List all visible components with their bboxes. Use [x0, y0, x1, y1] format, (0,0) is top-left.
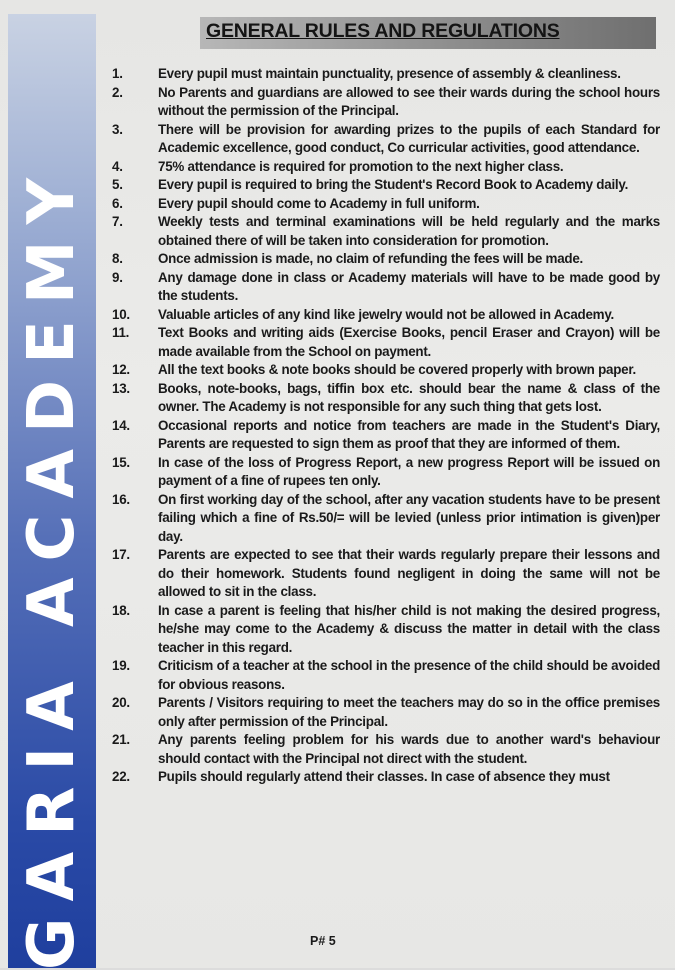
rule-item: [112, 269, 660, 306]
rule-item: [112, 731, 660, 768]
rule-text: Any parents feeling problem for his wards due to another ward's behaviour should contact with the Principal not direct with the student.: [158, 732, 660, 766]
rule-text: 75% attendance is required for promotion to the next higher class.: [158, 158, 564, 174]
rule-number: 5.: [112, 177, 123, 192]
rule-item: [112, 324, 660, 361]
rule-text: Every pupil is required to bring the Student's Record Book to Academy daily.: [158, 177, 629, 192]
rule-number: 12.: [112, 362, 130, 377]
rule-item: [112, 195, 660, 214]
rule-text: No Parents and guardians are allowed to see their wards during the school hours without the permission of the Principal.: [158, 84, 660, 118]
rule-number: 11.: [112, 325, 130, 340]
rule-item: [112, 491, 660, 547]
rule-text: All the text books & note books should be covered properly with brown paper.: [158, 362, 637, 377]
rule-text: Parents / Visitors requiring to meet the teachers may do so in the office premises only after permission of the Principal.: [158, 695, 660, 729]
rule-text: Valuable articles of any kind like jewelry would not be allowed in Academy.: [158, 306, 615, 322]
rule-text: Occasional reports and notice from teachers are made in the Student's Diary, Parents are requested to sign them as proof that they are informed of them.: [158, 417, 660, 451]
rule-number: 10.: [112, 306, 130, 322]
rule-item: [112, 250, 660, 269]
rule-number: 14.: [112, 417, 130, 433]
rule-item: [112, 380, 660, 417]
rule-text: Pupils should regularly attend their classes. In case of absence they must: [158, 769, 610, 784]
rule-text: Every pupil must maintain punctuality, presence of assembly & cleanliness.: [158, 66, 621, 81]
rule-text: Weekly tests and terminal examinations will be held regularly and the marks obtained there of will be taken into consideration for promotion.: [158, 214, 660, 248]
rule-number: 13.: [112, 380, 130, 396]
rule-item: [112, 694, 660, 731]
rule-text: Books, note-books, bags, tiffin box etc. should bear the name & class of the owner. The Academy is not responsible for any such thing that gets lost.: [158, 380, 660, 414]
rule-number: 3.: [112, 121, 123, 137]
rule-item: [112, 361, 660, 380]
rule-item: [112, 602, 660, 658]
rule-number: 2.: [112, 84, 123, 100]
rule-text: Parents are expected to see that their wards regularly prepare their lessons and do their homework. Students found negligent in doing the same will not be allowed to sit in the class.: [158, 547, 660, 599]
rule-number: 8.: [112, 251, 123, 266]
rule-item: [112, 417, 660, 454]
rule-text: On first working day of the school, after any vacation students have to be present failing which a fine of Rs.50/= will be levied (unless prior intimation is given)per day.: [158, 491, 660, 544]
rule-item: [112, 768, 660, 787]
rule-item: [112, 84, 660, 121]
page-title: GENERAL RULES AND REGULATIONS: [206, 20, 560, 42]
rule-text: Once admission is made, no claim of refunding the fees will be made.: [158, 251, 583, 266]
rule-number: 9.: [112, 269, 123, 285]
rule-number: 18.: [112, 602, 130, 618]
rule-item: [112, 158, 660, 177]
rule-number: 1.: [112, 66, 123, 81]
rule-text: In case a parent is feeling that his/her child is not making the desired progress, he/she may come to the Academy & discuss the matter in detail with the class teacher in this regard.: [158, 602, 660, 655]
rule-text: Text Books and writing aids (Exercise Books, pencil Eraser and Crayon) will be made available from the School on payment.: [158, 325, 660, 359]
sidebar-brand-text: GARIA ACADEMY: [15, 162, 89, 970]
page-number: P# 5: [310, 934, 336, 948]
rule-item: [112, 121, 660, 158]
rule-number: 16.: [112, 491, 130, 507]
rules-list: [112, 65, 660, 787]
rule-number: 15.: [112, 454, 130, 470]
rule-text: Every pupil should come to Academy in full uniform.: [158, 195, 480, 211]
rule-text: In case of the loss of Progress Report, a new progress Report will be issued on payment of a fine of rupees ten only.: [158, 454, 660, 488]
rule-item: [112, 213, 660, 250]
rule-item: [112, 65, 660, 84]
rule-text: Any damage done in class or Academy materials will have to be made good by the students.: [158, 269, 660, 303]
sidebar-brand: [8, 14, 96, 968]
rule-item: [112, 454, 660, 491]
rule-item: [112, 306, 660, 325]
rule-number: 19.: [112, 658, 130, 673]
rule-number: 20.: [112, 695, 130, 710]
rule-item: [112, 657, 660, 694]
rule-number: 17.: [112, 547, 130, 562]
rule-number: 7.: [112, 214, 123, 229]
rule-number: 22.: [112, 769, 130, 784]
rule-item: [112, 176, 660, 195]
rule-text: Criticism of a teacher at the school in the presence of the child should be avoided for obvious reasons.: [158, 658, 660, 692]
rule-number: 6.: [112, 195, 123, 211]
rule-number: 4.: [112, 158, 123, 174]
rule-item: [112, 546, 660, 602]
rule-number: 21.: [112, 732, 130, 747]
rule-text: There will be provision for awarding prizes to the pupils of each Standard for Academic excellence, good conduct, Co curricular activities, good attendance.: [158, 121, 660, 155]
